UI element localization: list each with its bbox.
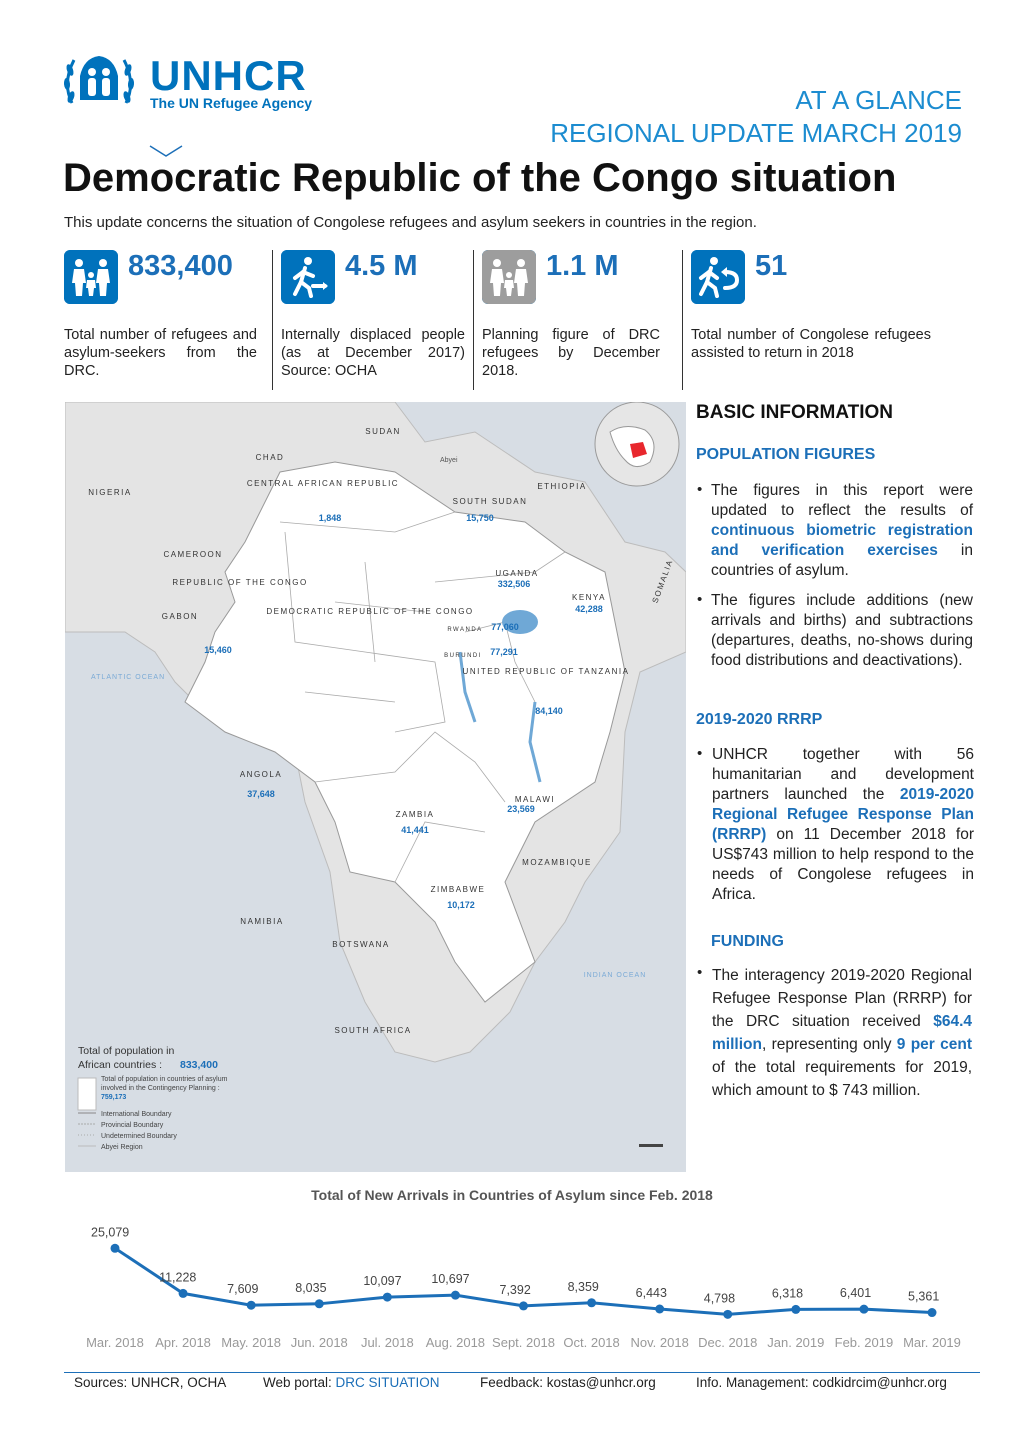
page-title: Democratic Republic of the Congo situation	[63, 156, 897, 200]
data-point	[928, 1308, 937, 1317]
map-label-car: CENTRAL AFRICAN REPUBLIC	[246, 479, 400, 488]
map-label-drc: DEMOCRATIC REPUBLIC OF THE CONGO	[266, 607, 474, 616]
text: , representing only	[761, 1036, 897, 1053]
map-value-rwanda: 77,060	[491, 622, 519, 632]
text: in countries of asylum.	[711, 542, 974, 579]
text: UNHCR together with 56 humanitarian and development partners launched the	[712, 746, 974, 803]
map-value-tanzania: 84,140	[535, 706, 563, 716]
data-point	[315, 1299, 324, 1308]
text: The figures in this report were updated to reflect the results of	[711, 482, 973, 519]
return-person-icon	[691, 250, 745, 304]
map-value-kenya: 42,288	[575, 604, 603, 614]
family-icon	[482, 250, 536, 304]
data-label: 5,361	[908, 1289, 940, 1304]
data-label: 10,097	[363, 1274, 402, 1289]
x-tick-label: Sept. 2018	[492, 1335, 555, 1350]
scale-bar	[639, 1144, 663, 1147]
divider	[272, 250, 273, 390]
map-label-malawi: MALAWI	[514, 795, 556, 804]
registration-link[interactable]: continuous biometric registration and verification exercises	[711, 522, 973, 559]
map-label-zimbabwe: ZIMBABWE	[430, 885, 486, 894]
intro-text: This update concerns the situation of Congolese refugees and asylum seekers in countries in the region.	[64, 214, 757, 231]
map-label-south-africa: SOUTH AFRICA	[334, 1026, 412, 1035]
stat-value: 4.5 M	[345, 250, 418, 282]
map-value-roc: 15,460	[204, 645, 232, 655]
legend-item-4: Undetermined Boundary	[101, 1133, 177, 1140]
funding-percent: 9 per cent	[896, 1036, 972, 1053]
data-point	[587, 1298, 596, 1307]
stat-returns	[691, 250, 931, 390]
chart-title: Total of New Arrivals in Countries of Asylum since Feb. 2018	[311, 1187, 713, 1203]
x-tick-label: Nov. 2018	[630, 1335, 689, 1350]
map-value-car: 1,848	[318, 513, 342, 523]
x-tick-label: Dec. 2018	[698, 1335, 758, 1350]
data-label: 25,079	[91, 1225, 130, 1240]
funding-amount: $64.4 million	[712, 1013, 972, 1053]
map-label-roc: REPUBLIC OF THE CONGO	[172, 578, 308, 587]
text: The interagency 2019-2020 Regional Refugee Response Plan (RRRP) for the DRC situation received	[712, 967, 972, 1030]
data-label: 7,609	[227, 1282, 259, 1297]
data-label: 6,318	[771, 1286, 804, 1301]
regional-map	[65, 402, 686, 1172]
legend-item-1-value: 759,173	[101, 1094, 127, 1101]
legend-title: Total of population in	[78, 1045, 175, 1057]
x-tick-label: Jun. 2018	[290, 1335, 348, 1350]
map-value-zambia: 41,441	[401, 825, 429, 835]
map-label-burundi: BURUNDI	[444, 653, 482, 659]
new-arrivals-chart	[60, 1205, 980, 1365]
stat-description: Total number of refugees and asylum-seekers from the DRC.	[64, 327, 257, 379]
map-label-abyei: Abyei	[440, 457, 458, 464]
footer-portal	[263, 1375, 440, 1390]
x-tick-label: Apr. 2018	[155, 1335, 211, 1350]
x-tick-label: Aug. 2018	[425, 1335, 486, 1350]
map-value-burundi: 77,291	[490, 647, 518, 657]
map-label-ethiopia: ETHIOPIA	[537, 482, 587, 491]
map-label-nigeria: NIGERIA	[88, 488, 132, 497]
map-label-rwanda: RWANDA	[447, 627, 483, 633]
x-tick-label: Jul. 2018	[360, 1335, 414, 1350]
bullet-icon: •	[697, 964, 703, 981]
map-label-south-sudan: SOUTH SUDAN	[452, 497, 528, 506]
stat-value: 1.1 M	[546, 250, 619, 282]
data-label: 7,392	[499, 1282, 531, 1297]
population-bullet-2: The figures include additions (new arrivals and births) and subtractions (departures, deaths, no-shows during food distributions and deactivations).	[711, 592, 973, 669]
population-heading: POPULATION FIGURES	[696, 446, 876, 463]
legend-title-2: African countries :	[78, 1059, 163, 1071]
footer-sources: Sources: UNHCR, OCHA	[74, 1375, 227, 1390]
rrrp-link[interactable]: 2019-2020 Regional Refugee Response Plan (RRRP)	[712, 786, 974, 843]
map-value-angola: 37,648	[247, 789, 275, 799]
stat-description: Internally displaced people (as at December 2017) Source: OCHA	[281, 327, 465, 379]
data-point	[791, 1305, 800, 1314]
map-value-zimbabwe: 10,172	[447, 900, 475, 910]
data-label: 4,798	[703, 1291, 736, 1306]
data-point	[111, 1244, 120, 1253]
footer-info-management[interactable]: Info. Management: codkidrcim@unhcr.org	[696, 1375, 947, 1390]
glance-line-2: REGIONAL UPDATE MARCH 2019	[550, 118, 962, 148]
data-label: 6,443	[635, 1286, 667, 1301]
data-label: 6,401	[839, 1286, 872, 1301]
bullet-icon: •	[697, 745, 703, 762]
funding-bullet	[712, 964, 972, 1102]
drc-situation-link[interactable]: DRC SITUATION	[335, 1375, 440, 1390]
stat-idps	[281, 250, 465, 390]
data-point	[451, 1291, 460, 1300]
report-type	[550, 84, 962, 150]
map-label-mozambique: MOZAMBIQUE	[522, 858, 592, 867]
legend-total: 833,400	[180, 1059, 218, 1071]
map-label-zambia: ZAMBIA	[395, 810, 435, 819]
data-point	[179, 1289, 188, 1298]
x-tick-label: Oct. 2018	[563, 1335, 620, 1350]
stat-refugees	[64, 250, 257, 390]
map-label-sudan: SUDAN	[365, 427, 401, 436]
data-label: 11,228	[159, 1270, 197, 1285]
map-label-namibia: NAMIBIA	[240, 917, 284, 926]
stat-value: 833,400	[128, 250, 233, 282]
map-value-malawi: 23,569	[507, 804, 535, 814]
x-tick-label: Mar. 2018	[86, 1335, 144, 1350]
legend-item-5: Abyei Region	[101, 1144, 143, 1151]
text: Web portal:	[263, 1375, 336, 1390]
map-label-cameroon: CAMEROON	[163, 550, 223, 559]
glance-line-1: AT A GLANCE	[795, 85, 962, 115]
map-label-kenya: KENYA	[571, 593, 607, 602]
x-tick-label: Feb. 2019	[834, 1335, 894, 1350]
logo-name: UNHCR	[150, 52, 307, 99]
divider	[473, 250, 474, 390]
legend-item-2: International Boundary	[101, 1111, 172, 1118]
data-point	[519, 1301, 528, 1310]
data-point	[859, 1305, 868, 1314]
map-label-indian: INDIAN OCEAN	[583, 972, 647, 979]
map-label-chad: CHAD	[255, 453, 285, 462]
map-label-atlantic: ATLANTIC OCEAN	[91, 674, 166, 681]
data-point	[247, 1301, 256, 1310]
bullet-icon: •	[697, 591, 703, 608]
family-icon	[64, 250, 118, 304]
data-point	[723, 1310, 732, 1319]
text: on 11 December 2018 for US$743 million to help respond to the needs of Congolese refugees in Africa.	[712, 826, 974, 903]
map-label-tanzania: UNITED REPUBLIC OF TANZANIA	[462, 667, 630, 676]
funding-heading: FUNDING	[711, 933, 784, 950]
data-label: 8,359	[567, 1279, 599, 1294]
stat-value: 51	[755, 250, 788, 282]
walking-person-icon	[281, 250, 335, 304]
data-point	[383, 1293, 392, 1302]
basic-info-heading: BASIC INFORMATION	[696, 402, 894, 423]
map-label-angola: ANGOLA	[239, 770, 283, 779]
legend-item-3: Provincial Boundary	[101, 1122, 164, 1129]
stat-description: Planning figure of DRC refugees by December 2018.	[482, 327, 660, 379]
stat-description: Total number of Congolese refugees assisted to return in 2018	[691, 327, 931, 361]
globe-inset-icon	[595, 402, 679, 486]
footer-feedback[interactable]: Feedback: kostas@unhcr.org	[480, 1375, 656, 1390]
map-label-gabon: GABON	[161, 612, 199, 621]
bullet-icon: •	[697, 481, 703, 498]
stat-planning	[482, 250, 660, 390]
map-label-somalia: SOMALIA	[650, 557, 675, 605]
population-bullet-1	[711, 481, 973, 581]
map-label-botswana: BOTSWANA	[332, 940, 390, 949]
x-tick-label: May. 2018	[221, 1335, 282, 1350]
rrrp-heading: 2019-2020 RRRP	[696, 711, 823, 728]
divider	[682, 250, 683, 390]
rrrp-bullet	[712, 745, 974, 905]
footer-divider	[64, 1372, 980, 1373]
x-tick-label: Mar. 2019	[903, 1335, 961, 1350]
data-label: 8,035	[295, 1280, 327, 1295]
data-point	[655, 1305, 664, 1314]
data-label: 10,697	[431, 1272, 470, 1287]
legend-item-1: Total of population in countries of asylum involved in the Contingency Planning :	[101, 1076, 228, 1092]
x-tick-label: Jan. 2019	[767, 1335, 825, 1350]
map-label-uganda: UGANDA	[495, 569, 539, 578]
map-value-uganda: 332,506	[497, 579, 531, 589]
text: of the total requirements for 2019, which amount to $ 743 million.	[712, 1059, 972, 1099]
map-value-south-sudan: 15,750	[466, 513, 494, 523]
logo-subtitle: The UN Refugee Agency	[150, 95, 313, 111]
